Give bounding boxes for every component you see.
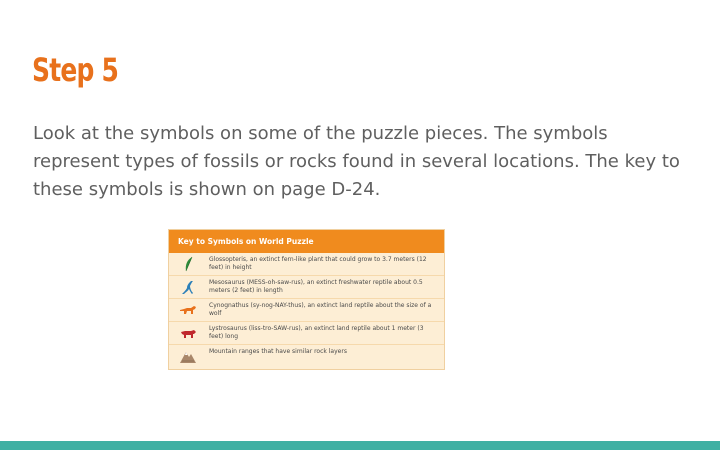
key-row-mountains <box>169 345 444 368</box>
key-text-lystrosaurus: Lystrosaurus (liss-tro-SAW-rus), an extinct land reptile about 1 meter (3 feet) long <box>209 325 424 340</box>
symbol-key-figure <box>168 229 445 370</box>
key-header: Key to Symbols on World Puzzle <box>169 230 444 253</box>
swimming-reptile-icon <box>179 279 197 295</box>
key-row-cynognathus <box>169 299 444 322</box>
key-text-mountains: Mountain ranges that have similar rock layers <box>209 348 347 355</box>
mountain-icon <box>179 348 197 364</box>
key-text-mesosaurus: Mesosaurus (MESS-oh-saw-rus), an extinct freshwater reptile about 0.5 meters (2 feet) in length <box>209 279 423 294</box>
slide-title: Step 5 <box>32 51 119 89</box>
fern-leaf-icon <box>179 256 197 272</box>
key-row-glossopteris <box>169 253 444 276</box>
slide-body-text: Look at the symbols on some of the puzzle pieces. The symbols represent types of fossils or rocks found in several locations. The key to these symbols is shown on page D-24. <box>33 123 680 200</box>
key-text-cynognathus: Cynognathus (sy-nog-NAY-thus), an extinct land reptile about the size of a wolf <box>209 302 432 317</box>
bottom-accent-bar <box>0 441 720 450</box>
key-row-mesosaurus <box>169 276 444 299</box>
key-text-glossopteris: Glossopteris, an extinct fern-like plant that could grow to 3.7 meters (12 feet) in height <box>209 256 427 271</box>
key-row-lystrosaurus <box>169 322 444 345</box>
land-reptile-icon <box>179 325 197 341</box>
wolf-reptile-icon <box>179 302 197 318</box>
